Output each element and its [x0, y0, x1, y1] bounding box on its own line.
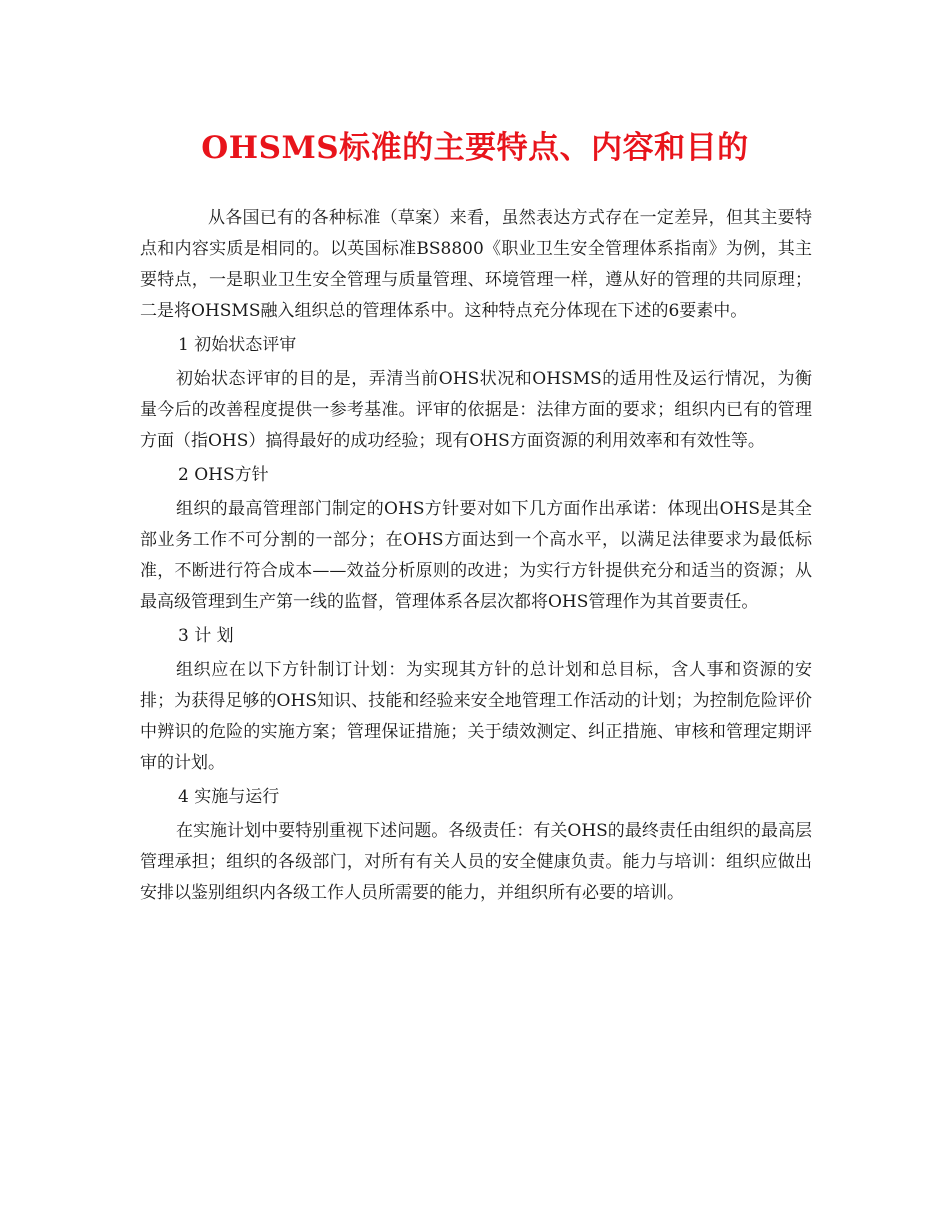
document-title: OHSMS标准的主要特点、内容和目的: [201, 130, 749, 166]
section-heading-planning: 3 计 划: [178, 626, 234, 646]
intro-paragraph: 从各国已有的各种标准（草案）来看，虽然表达方式存在一定差异，但其主要特点和内容实质是相同的。以英国标准BS8800《职业卫生安全管理体系指南》为例，其主要特点，一是职业卫生安全管理与质量管理、环境管理一样，遵从好的管理的共同原理；二是将OHSMS融入组织总的管理体系中。这种特点充分体现在下述的6要素中。: [140, 208, 812, 321]
section-heading-ohs-policy: 2 OHS方针: [178, 465, 269, 485]
section-body-planning: 组织应在以下方针制订计划：为实现其方针的总计划和总目标，含人事和资源的安排；为获得足够的OHS知识、技能和经验来安全地管理工作活动的计划；为控制危险评价中辨识的危险的实施方案；管理保证措施；关于绩效测定、纠正措施、审核和管理定期评审的计划。: [140, 660, 812, 773]
section-body-initial-review: 初始状态评审的目的是，弄清当前OHS状况和OHSMS的适用性及运行情况，为衡量今后的改善程度提供一参考基准。评审的依据是：法律方面的要求；组织内已有的管理方面（指OHS）搞得最好的成功经验；现有OHS方面资源的利用效率和有效性等。: [140, 369, 812, 451]
section-heading-initial-review: 1 初始状态评审: [178, 335, 297, 355]
section-heading-implementation: 4 实施与运行: [178, 787, 280, 807]
document-body: [140, 203, 812, 912]
section-body-ohs-policy: 组织的最高管理部门制定的OHS方针要对如下几方面作出承诺：体现出OHS是其全部业务工作不可分割的一部分；在OHS方面达到一个高水平，以满足法律要求为最低标准，不断进行符合成本——效益分析原则的改进；为实行方针提供充分和适当的资源；从最高级管理到生产第一线的监督，管理体系各层次都将OHS管理作为其首要责任。: [140, 499, 812, 612]
section-body-implementation: 在实施计划中要特别重视下述问题。各级责任：有关OHS的最终责任由组织的最高层管理承担；组织的各级部门，对所有有关人员的安全健康负责。能力与培训：组织应做出安排以鉴别组织内各级工作人员所需要的能力，并组织所有必要的培训。: [140, 821, 812, 903]
